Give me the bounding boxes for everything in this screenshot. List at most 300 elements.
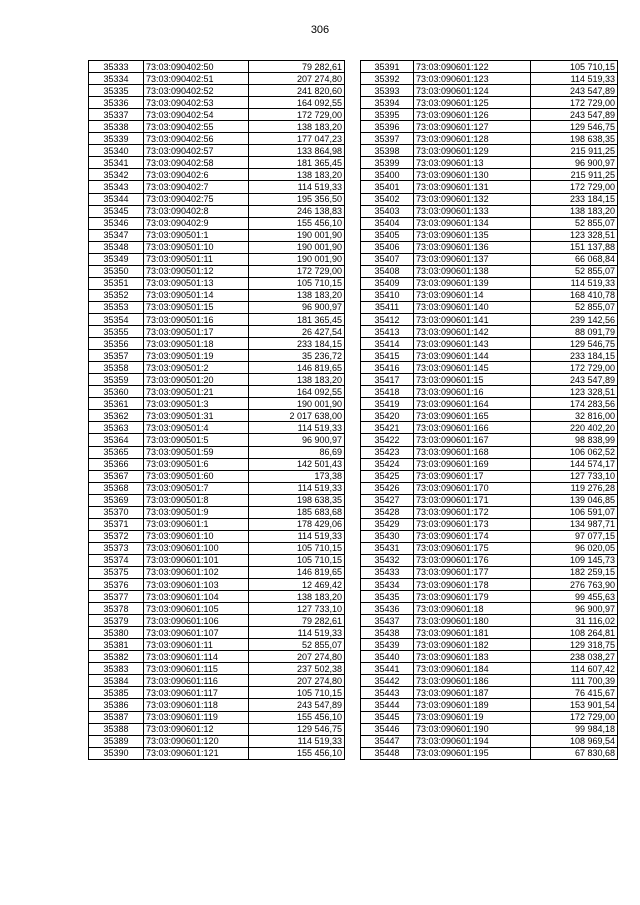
row-number-cell: 35397 bbox=[361, 133, 414, 145]
cadastral-number-cell: 73:03:090501:31 bbox=[144, 410, 249, 422]
cadastral-number-cell: 73:03:090601:121 bbox=[144, 747, 249, 759]
cadastral-number-cell: 73:03:090601:12 bbox=[144, 723, 249, 735]
cadastral-number-cell: 73:03:090402:58 bbox=[144, 157, 249, 169]
row-number-cell: 35352 bbox=[89, 289, 144, 301]
row-number-cell: 35410 bbox=[361, 289, 414, 301]
table-row bbox=[89, 627, 345, 639]
row-number-cell: 35336 bbox=[89, 97, 144, 109]
value-cell: 52 855,07 bbox=[531, 217, 618, 229]
value-cell: 155 456,10 bbox=[249, 747, 345, 759]
row-number-cell: 35438 bbox=[361, 627, 414, 639]
value-cell: 114 519,33 bbox=[249, 627, 345, 639]
cadastral-number-cell: 73:03:090501:15 bbox=[144, 301, 249, 313]
value-cell: 99 984,18 bbox=[531, 723, 618, 735]
cadastral-number-cell: 73:03:090601:118 bbox=[144, 699, 249, 711]
value-cell: 31 116,02 bbox=[531, 615, 618, 627]
row-number-cell: 35431 bbox=[361, 542, 414, 554]
cadastral-number-cell: 73:03:090601:176 bbox=[414, 554, 531, 566]
table-row bbox=[89, 109, 345, 121]
row-number-cell: 35392 bbox=[361, 73, 414, 85]
value-cell: 114 519,33 bbox=[531, 277, 618, 289]
cadastral-number-cell: 73:03:090601:131 bbox=[414, 181, 531, 193]
cadastral-number-cell: 73:03:090601:172 bbox=[414, 506, 531, 518]
cadastral-number-cell: 73:03:090501:6 bbox=[144, 458, 249, 470]
table-row bbox=[89, 470, 345, 482]
value-cell: 172 729,00 bbox=[531, 97, 618, 109]
table-row bbox=[89, 663, 345, 675]
table-row bbox=[361, 735, 618, 747]
table-row bbox=[361, 530, 618, 542]
table-row bbox=[361, 121, 618, 133]
value-cell: 173,38 bbox=[249, 470, 345, 482]
cadastral-number-cell: 73:03:090402:57 bbox=[144, 145, 249, 157]
row-number-cell: 35416 bbox=[361, 362, 414, 374]
cadastral-number-cell: 73:03:090501:14 bbox=[144, 289, 249, 301]
table-row bbox=[89, 711, 345, 723]
row-number-cell: 35390 bbox=[89, 747, 144, 759]
cadastral-number-cell: 73:03:090601:127 bbox=[414, 121, 531, 133]
value-cell: 185 683,68 bbox=[249, 506, 345, 518]
table-row bbox=[361, 350, 618, 362]
row-number-cell: 35394 bbox=[361, 97, 414, 109]
cadastral-number-cell: 73:03:090601:115 bbox=[144, 663, 249, 675]
row-number-cell: 35420 bbox=[361, 410, 414, 422]
row-number-cell: 35357 bbox=[89, 350, 144, 362]
value-cell: 129 546,75 bbox=[249, 723, 345, 735]
cadastral-number-cell: 73:03:090501:59 bbox=[144, 446, 249, 458]
table-row bbox=[361, 542, 618, 554]
value-cell: 195 356,50 bbox=[249, 193, 345, 205]
table-row bbox=[361, 61, 618, 73]
value-cell: 119 276,28 bbox=[531, 482, 618, 494]
table-row bbox=[89, 97, 345, 109]
row-number-cell: 35398 bbox=[361, 145, 414, 157]
table-row bbox=[89, 615, 345, 627]
cadastral-number-cell: 73:03:090501:19 bbox=[144, 350, 249, 362]
row-number-cell: 35424 bbox=[361, 458, 414, 470]
table-row bbox=[361, 711, 618, 723]
row-number-cell: 35387 bbox=[89, 711, 144, 723]
cadastral-number-cell: 73:03:090601:164 bbox=[414, 398, 531, 410]
value-cell: 243 547,89 bbox=[531, 109, 618, 121]
cadastral-number-cell: 73:03:090402:7 bbox=[144, 181, 249, 193]
row-number-cell: 35448 bbox=[361, 747, 414, 759]
table-row bbox=[89, 482, 345, 494]
row-number-cell: 35351 bbox=[89, 277, 144, 289]
cadastral-number-cell: 73:03:090402:50 bbox=[144, 61, 249, 73]
table-row bbox=[89, 169, 345, 181]
cadastral-number-cell: 73:03:090601:13 bbox=[414, 157, 531, 169]
table-row bbox=[89, 651, 345, 663]
row-number-cell: 35378 bbox=[89, 603, 144, 615]
value-cell: 182 259,15 bbox=[531, 566, 618, 578]
row-number-cell: 35446 bbox=[361, 723, 414, 735]
table-row bbox=[361, 603, 618, 615]
row-number-cell: 35430 bbox=[361, 530, 414, 542]
table-row bbox=[89, 398, 345, 410]
row-number-cell: 35339 bbox=[89, 133, 144, 145]
value-cell: 239 142,56 bbox=[531, 313, 618, 325]
row-number-cell: 35363 bbox=[89, 422, 144, 434]
value-cell: 142 501,43 bbox=[249, 458, 345, 470]
value-cell: 243 547,89 bbox=[531, 85, 618, 97]
row-number-cell: 35404 bbox=[361, 217, 414, 229]
row-number-cell: 35342 bbox=[89, 169, 144, 181]
value-cell: 233 184,15 bbox=[531, 350, 618, 362]
value-cell: 190 001,90 bbox=[249, 398, 345, 410]
cadastral-number-cell: 73:03:090501:8 bbox=[144, 494, 249, 506]
row-number-cell: 35396 bbox=[361, 121, 414, 133]
table-row bbox=[89, 735, 345, 747]
value-cell: 96 900,97 bbox=[249, 434, 345, 446]
value-cell: 181 365,45 bbox=[249, 157, 345, 169]
row-number-cell: 35417 bbox=[361, 374, 414, 386]
value-cell: 114 607,42 bbox=[531, 663, 618, 675]
cadastral-number-cell: 73:03:090601:102 bbox=[144, 566, 249, 578]
value-cell: 35 236,72 bbox=[249, 350, 345, 362]
value-cell: 138 183,20 bbox=[249, 289, 345, 301]
cadastral-number-cell: 73:03:090601:16 bbox=[414, 386, 531, 398]
table-row bbox=[89, 747, 345, 759]
table-row bbox=[361, 422, 618, 434]
value-cell: 138 183,20 bbox=[249, 169, 345, 181]
cadastral-number-cell: 73:03:090601:120 bbox=[144, 735, 249, 747]
cadastral-number-cell: 73:03:090601:100 bbox=[144, 542, 249, 554]
table-row bbox=[361, 434, 618, 446]
table-row bbox=[89, 639, 345, 651]
value-cell: 127 733,10 bbox=[531, 470, 618, 482]
cadastral-number-cell: 73:03:090601:174 bbox=[414, 530, 531, 542]
cadastral-number-cell: 73:03:090601:1 bbox=[144, 518, 249, 530]
cadastral-number-cell: 73:03:090601:144 bbox=[414, 350, 531, 362]
row-number-cell: 35388 bbox=[89, 723, 144, 735]
table-row bbox=[361, 398, 618, 410]
cadastral-number-cell: 73:03:090501:7 bbox=[144, 482, 249, 494]
cadastral-number-cell: 73:03:090601:175 bbox=[414, 542, 531, 554]
table-row bbox=[89, 591, 345, 603]
cadastral-number-cell: 73:03:090402:8 bbox=[144, 205, 249, 217]
cadastral-number-cell: 73:03:090601:173 bbox=[414, 518, 531, 530]
value-cell: 96 020,05 bbox=[531, 542, 618, 554]
cadastral-number-cell: 73:03:090601:107 bbox=[144, 627, 249, 639]
table-row bbox=[361, 591, 618, 603]
row-number-cell: 35403 bbox=[361, 205, 414, 217]
cadastral-number-cell: 73:03:090601:177 bbox=[414, 566, 531, 578]
cadastral-number-cell: 73:03:090501:17 bbox=[144, 326, 249, 338]
table-row bbox=[361, 615, 618, 627]
value-cell: 177 047,23 bbox=[249, 133, 345, 145]
row-number-cell: 35412 bbox=[361, 313, 414, 325]
value-cell: 105 710,15 bbox=[249, 277, 345, 289]
cadastral-number-cell: 73:03:090601:17 bbox=[414, 470, 531, 482]
table-row bbox=[361, 265, 618, 277]
row-number-cell: 35360 bbox=[89, 386, 144, 398]
table-row bbox=[361, 386, 618, 398]
row-number-cell: 35344 bbox=[89, 193, 144, 205]
value-cell: 233 184,15 bbox=[531, 193, 618, 205]
cadastral-number-cell: 73:03:090601:171 bbox=[414, 494, 531, 506]
cadastral-number-cell: 73:03:090601:165 bbox=[414, 410, 531, 422]
value-cell: 190 001,90 bbox=[249, 253, 345, 265]
row-number-cell: 35373 bbox=[89, 542, 144, 554]
value-cell: 138 183,20 bbox=[249, 121, 345, 133]
cadastral-number-cell: 73:03:090601:11 bbox=[144, 639, 249, 651]
value-cell: 276 763,90 bbox=[531, 579, 618, 591]
value-cell: 109 145,73 bbox=[531, 554, 618, 566]
cadastral-number-cell: 73:03:090601:130 bbox=[414, 169, 531, 181]
table-row bbox=[361, 169, 618, 181]
value-cell: 172 729,00 bbox=[249, 109, 345, 121]
cadastral-number-cell: 73:03:090601:166 bbox=[414, 422, 531, 434]
row-number-cell: 35338 bbox=[89, 121, 144, 133]
value-cell: 139 046,85 bbox=[531, 494, 618, 506]
row-number-cell: 35401 bbox=[361, 181, 414, 193]
row-number-cell: 35443 bbox=[361, 687, 414, 699]
row-number-cell: 35346 bbox=[89, 217, 144, 229]
cadastral-number-cell: 73:03:090601:195 bbox=[414, 747, 531, 759]
row-number-cell: 35377 bbox=[89, 591, 144, 603]
row-number-cell: 35444 bbox=[361, 699, 414, 711]
cadastral-number-cell: 73:03:090601:143 bbox=[414, 338, 531, 350]
table-row bbox=[361, 639, 618, 651]
cadastral-number-cell: 73:03:090601:123 bbox=[414, 73, 531, 85]
row-number-cell: 35434 bbox=[361, 579, 414, 591]
cadastral-number-cell: 73:03:090402:9 bbox=[144, 217, 249, 229]
table-row bbox=[89, 193, 345, 205]
table-row bbox=[89, 253, 345, 265]
row-number-cell: 35370 bbox=[89, 506, 144, 518]
value-cell: 26 427,54 bbox=[249, 326, 345, 338]
cadastral-number-cell: 73:03:090501:16 bbox=[144, 313, 249, 325]
table-row bbox=[89, 85, 345, 97]
table-row bbox=[89, 73, 345, 85]
cadastral-number-cell: 73:03:090601:19 bbox=[414, 711, 531, 723]
row-number-cell: 35368 bbox=[89, 482, 144, 494]
table-row bbox=[361, 458, 618, 470]
cadastral-number-cell: 73:03:090402:75 bbox=[144, 193, 249, 205]
cadastral-number-cell: 73:03:090601:129 bbox=[414, 145, 531, 157]
value-cell: 114 519,33 bbox=[249, 735, 345, 747]
cadastral-number-cell: 73:03:090601:190 bbox=[414, 723, 531, 735]
value-cell: 32 816,00 bbox=[531, 410, 618, 422]
table-row bbox=[89, 350, 345, 362]
value-cell: 233 184,15 bbox=[249, 338, 345, 350]
table-row bbox=[89, 241, 345, 253]
row-number-cell: 35358 bbox=[89, 362, 144, 374]
row-number-cell: 35419 bbox=[361, 398, 414, 410]
table-row bbox=[89, 530, 345, 542]
row-number-cell: 35349 bbox=[89, 253, 144, 265]
row-number-cell: 35436 bbox=[361, 603, 414, 615]
row-number-cell: 35433 bbox=[361, 566, 414, 578]
cadastral-number-cell: 73:03:090601:169 bbox=[414, 458, 531, 470]
table-row bbox=[361, 651, 618, 663]
value-cell: 146 819,65 bbox=[249, 362, 345, 374]
row-number-cell: 35381 bbox=[89, 639, 144, 651]
value-cell: 164 092,55 bbox=[249, 97, 345, 109]
table-row bbox=[89, 506, 345, 518]
row-number-cell: 35383 bbox=[89, 663, 144, 675]
cadastral-number-cell: 73:03:090501:20 bbox=[144, 374, 249, 386]
cadastral-number-cell: 73:03:090601:116 bbox=[144, 675, 249, 687]
cadastral-number-cell: 73:03:090402:52 bbox=[144, 85, 249, 97]
value-cell: 168 410,78 bbox=[531, 289, 618, 301]
row-number-cell: 35353 bbox=[89, 301, 144, 313]
cadastral-number-cell: 73:03:090601:124 bbox=[414, 85, 531, 97]
cadastral-number-cell: 73:03:090601:194 bbox=[414, 735, 531, 747]
row-number-cell: 35359 bbox=[89, 374, 144, 386]
table-row bbox=[361, 289, 618, 301]
table-row bbox=[361, 301, 618, 313]
table-row bbox=[89, 217, 345, 229]
row-number-cell: 35375 bbox=[89, 566, 144, 578]
row-number-cell: 35372 bbox=[89, 530, 144, 542]
cadastral-number-cell: 73:03:090601:135 bbox=[414, 229, 531, 241]
row-number-cell: 35435 bbox=[361, 591, 414, 603]
row-number-cell: 35413 bbox=[361, 326, 414, 338]
value-cell: 138 183,20 bbox=[249, 591, 345, 603]
cadastral-number-cell: 73:03:090501:1 bbox=[144, 229, 249, 241]
cadastral-number-cell: 73:03:090601:119 bbox=[144, 711, 249, 723]
cadastral-number-cell: 73:03:090501:5 bbox=[144, 434, 249, 446]
table-row bbox=[361, 627, 618, 639]
value-cell: 190 001,90 bbox=[249, 241, 345, 253]
cadastral-number-cell: 73:03:090601:189 bbox=[414, 699, 531, 711]
table-row bbox=[89, 362, 345, 374]
table-row bbox=[89, 579, 345, 591]
cadastral-number-cell: 73:03:090601:101 bbox=[144, 554, 249, 566]
value-cell: 97 077,15 bbox=[531, 530, 618, 542]
value-cell: 129 318,75 bbox=[531, 639, 618, 651]
value-cell: 172 729,00 bbox=[531, 181, 618, 193]
value-cell: 138 183,20 bbox=[531, 205, 618, 217]
table-row bbox=[361, 133, 618, 145]
cadastral-number-cell: 73:03:090601:145 bbox=[414, 362, 531, 374]
cadastral-number-cell: 73:03:090501:4 bbox=[144, 422, 249, 434]
table-row bbox=[89, 699, 345, 711]
table-row bbox=[361, 506, 618, 518]
value-cell: 181 365,45 bbox=[249, 313, 345, 325]
value-cell: 123 328,51 bbox=[531, 229, 618, 241]
table-row bbox=[361, 313, 618, 325]
row-number-cell: 35367 bbox=[89, 470, 144, 482]
cadastral-number-cell: 73:03:090601:187 bbox=[414, 687, 531, 699]
cadastral-number-cell: 73:03:090501:9 bbox=[144, 506, 249, 518]
cadastral-number-cell: 73:03:090601:178 bbox=[414, 579, 531, 591]
value-cell: 215 911,25 bbox=[531, 169, 618, 181]
table-row bbox=[89, 410, 345, 422]
table-row bbox=[361, 579, 618, 591]
table-row bbox=[361, 747, 618, 759]
row-number-cell: 35379 bbox=[89, 615, 144, 627]
table-row bbox=[89, 542, 345, 554]
table-row bbox=[89, 326, 345, 338]
table-row bbox=[89, 374, 345, 386]
table-row bbox=[361, 277, 618, 289]
value-cell: 127 733,10 bbox=[249, 603, 345, 615]
cadastral-number-cell: 73:03:090601:106 bbox=[144, 615, 249, 627]
table-row bbox=[361, 470, 618, 482]
table-row bbox=[361, 374, 618, 386]
row-number-cell: 35354 bbox=[89, 313, 144, 325]
value-cell: 172 729,00 bbox=[531, 362, 618, 374]
cadastral-number-cell: 73:03:090601:167 bbox=[414, 434, 531, 446]
table-row bbox=[361, 193, 618, 205]
cadastral-number-cell: 73:03:090601:138 bbox=[414, 265, 531, 277]
value-cell: 96 900,97 bbox=[531, 157, 618, 169]
table-row bbox=[361, 85, 618, 97]
value-cell: 67 830,68 bbox=[531, 747, 618, 759]
table-row bbox=[361, 482, 618, 494]
cadastral-number-cell: 73:03:090501:10 bbox=[144, 241, 249, 253]
row-number-cell: 35365 bbox=[89, 446, 144, 458]
row-number-cell: 35418 bbox=[361, 386, 414, 398]
row-number-cell: 35384 bbox=[89, 675, 144, 687]
cadastral-number-cell: 73:03:090601:132 bbox=[414, 193, 531, 205]
row-number-cell: 35406 bbox=[361, 241, 414, 253]
row-number-cell: 35423 bbox=[361, 446, 414, 458]
cadastral-number-cell: 73:03:090601:134 bbox=[414, 217, 531, 229]
value-cell: 108 264,81 bbox=[531, 627, 618, 639]
row-number-cell: 35414 bbox=[361, 338, 414, 350]
cadastral-number-cell: 73:03:090601:140 bbox=[414, 301, 531, 313]
left-cadastre-table bbox=[88, 60, 345, 760]
table-row bbox=[89, 494, 345, 506]
row-number-cell: 35428 bbox=[361, 506, 414, 518]
row-number-cell: 35334 bbox=[89, 73, 144, 85]
value-cell: 114 519,33 bbox=[531, 73, 618, 85]
row-number-cell: 35376 bbox=[89, 579, 144, 591]
cadastral-number-cell: 73:03:090601:104 bbox=[144, 591, 249, 603]
value-cell: 198 638,35 bbox=[249, 494, 345, 506]
value-cell: 172 729,00 bbox=[531, 711, 618, 723]
table-row bbox=[361, 675, 618, 687]
row-number-cell: 35350 bbox=[89, 265, 144, 277]
value-cell: 138 183,20 bbox=[249, 374, 345, 386]
value-cell: 98 838,99 bbox=[531, 434, 618, 446]
row-number-cell: 35425 bbox=[361, 470, 414, 482]
row-number-cell: 35421 bbox=[361, 422, 414, 434]
row-number-cell: 35407 bbox=[361, 253, 414, 265]
cadastral-number-cell: 73:03:090501:60 bbox=[144, 470, 249, 482]
cadastral-number-cell: 73:03:090601:139 bbox=[414, 277, 531, 289]
cadastral-number-cell: 73:03:090601:136 bbox=[414, 241, 531, 253]
table-row bbox=[361, 699, 618, 711]
row-number-cell: 35355 bbox=[89, 326, 144, 338]
table-row bbox=[89, 434, 345, 446]
value-cell: 238 038,27 bbox=[531, 651, 618, 663]
value-cell: 155 456,10 bbox=[249, 217, 345, 229]
cadastral-number-cell: 73:03:090601:18 bbox=[414, 603, 531, 615]
cadastral-number-cell: 73:03:090601:125 bbox=[414, 97, 531, 109]
row-number-cell: 35445 bbox=[361, 711, 414, 723]
row-number-cell: 35382 bbox=[89, 651, 144, 663]
table-row bbox=[361, 338, 618, 350]
value-cell: 144 574,17 bbox=[531, 458, 618, 470]
table-row bbox=[361, 229, 618, 241]
table-row bbox=[361, 157, 618, 169]
table-row bbox=[89, 145, 345, 157]
row-number-cell: 35429 bbox=[361, 518, 414, 530]
table-row bbox=[89, 229, 345, 241]
table-row bbox=[89, 687, 345, 699]
cadastral-number-cell: 73:03:090601:133 bbox=[414, 205, 531, 217]
table-row bbox=[89, 386, 345, 398]
value-cell: 66 068,84 bbox=[531, 253, 618, 265]
value-cell: 76 415,67 bbox=[531, 687, 618, 699]
row-number-cell: 35356 bbox=[89, 338, 144, 350]
row-number-cell: 35345 bbox=[89, 205, 144, 217]
